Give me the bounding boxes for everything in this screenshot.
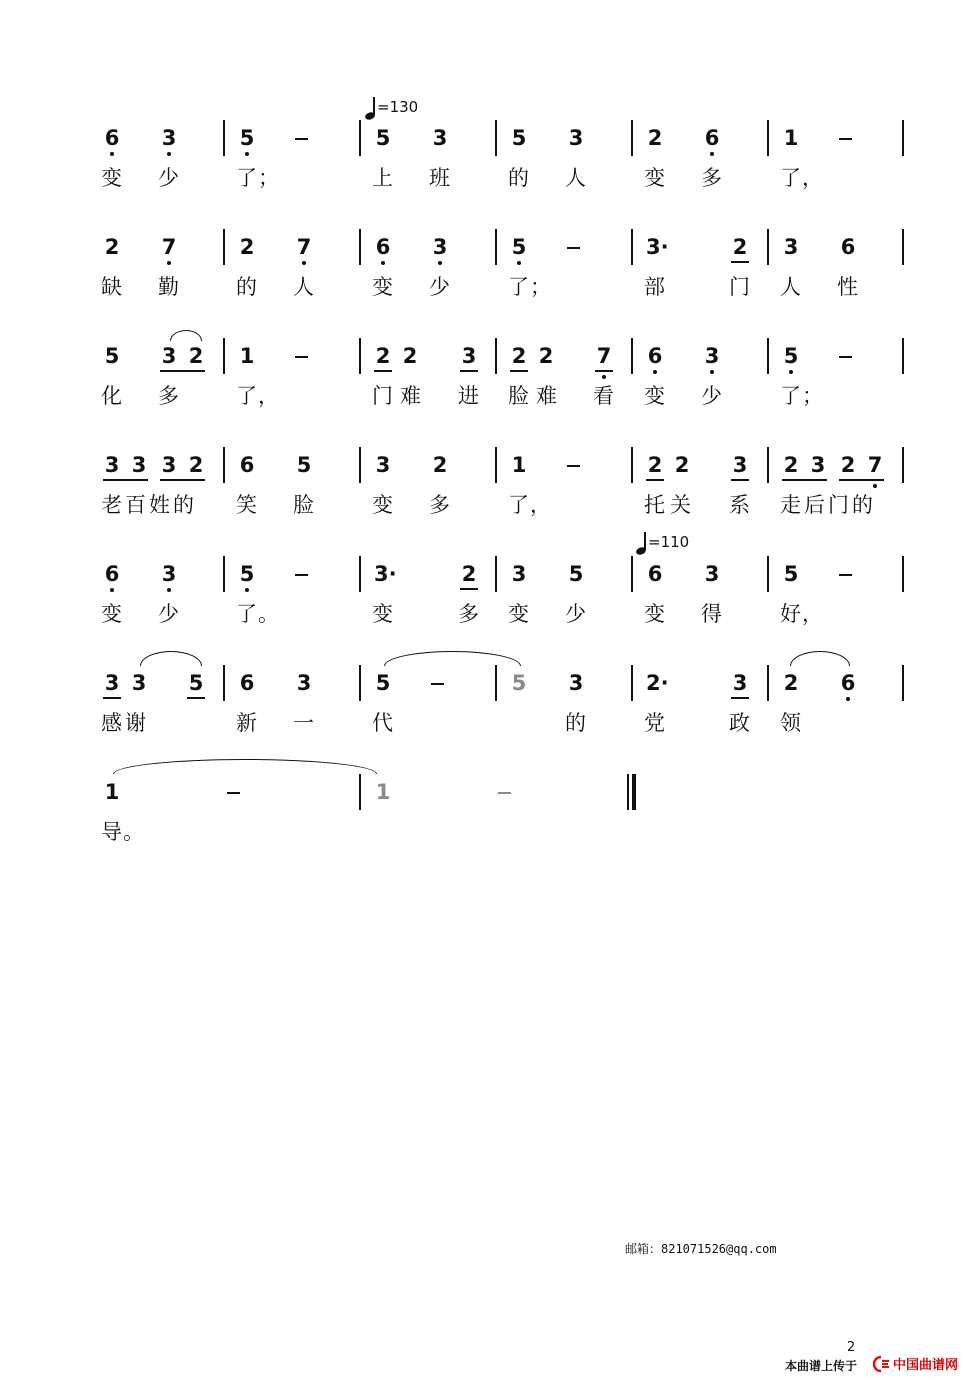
lyric: 变 bbox=[644, 384, 666, 408]
note: 2 bbox=[188, 344, 204, 368]
barline bbox=[902, 447, 904, 483]
barline bbox=[495, 447, 497, 483]
note: 3 bbox=[810, 453, 826, 477]
lyric: 缺 bbox=[101, 275, 123, 299]
note: 7 bbox=[296, 235, 312, 259]
note: 5 bbox=[783, 344, 799, 368]
barline bbox=[495, 120, 497, 156]
barline bbox=[767, 338, 769, 374]
low-octave-dot bbox=[517, 261, 521, 265]
barline bbox=[495, 229, 497, 265]
note: 6 bbox=[840, 671, 856, 695]
note: 2 bbox=[511, 344, 527, 368]
low-octave-dot bbox=[245, 152, 249, 156]
quarter-note-icon bbox=[635, 530, 649, 556]
lyric: 班 bbox=[429, 166, 451, 190]
note: 3 bbox=[461, 344, 477, 368]
barline bbox=[223, 229, 225, 265]
note: 6 bbox=[104, 126, 120, 150]
note: 3· bbox=[374, 562, 397, 586]
lyric: 少 bbox=[158, 602, 180, 626]
lyric: 勤 bbox=[158, 275, 180, 299]
extension-dash bbox=[295, 356, 308, 358]
lyric: 了； bbox=[508, 275, 552, 299]
lyric: 好， bbox=[780, 602, 824, 626]
note: 5 bbox=[783, 562, 799, 586]
note: 3 bbox=[104, 671, 120, 695]
lyric: 人 bbox=[565, 166, 587, 190]
extension-dash bbox=[839, 138, 852, 140]
note: 5 bbox=[239, 562, 255, 586]
barline bbox=[767, 447, 769, 483]
barline bbox=[223, 665, 225, 701]
lyric: 性 bbox=[837, 275, 859, 299]
barline bbox=[902, 338, 904, 374]
lyric: 变 bbox=[644, 602, 666, 626]
lyric: 脸 bbox=[508, 384, 530, 408]
lyric: 了； bbox=[236, 166, 280, 190]
barline bbox=[495, 665, 497, 701]
site-logo bbox=[872, 1355, 966, 1377]
note: 2 bbox=[375, 344, 391, 368]
lyric: 得 bbox=[701, 602, 723, 626]
note: 2 bbox=[239, 235, 255, 259]
lyric: 多 bbox=[701, 166, 723, 190]
eighth-underline bbox=[731, 261, 749, 263]
site-logo-text: 中国曲谱网 bbox=[893, 1358, 959, 1373]
lyric: 领 bbox=[780, 711, 802, 735]
eighth-underline bbox=[103, 697, 121, 699]
note: 3 bbox=[704, 562, 720, 586]
lyric: 了； bbox=[780, 384, 824, 408]
note: 2 bbox=[840, 453, 856, 477]
note: 5 bbox=[188, 671, 204, 695]
lyric: 化 bbox=[101, 384, 123, 408]
note: 2 bbox=[783, 671, 799, 695]
note: 1 bbox=[511, 453, 527, 477]
eighth-underline bbox=[595, 370, 613, 372]
note: 6 bbox=[375, 235, 391, 259]
lyric: 少 bbox=[565, 602, 587, 626]
note: 3 bbox=[161, 126, 177, 150]
note: 2 bbox=[732, 235, 748, 259]
barline bbox=[359, 665, 361, 701]
note: 3 bbox=[104, 453, 120, 477]
eighth-underline bbox=[187, 697, 205, 699]
lyric: 代 bbox=[372, 711, 394, 735]
lyric: 上 bbox=[372, 166, 394, 190]
extension-dash bbox=[567, 247, 580, 249]
eighth-underline bbox=[646, 479, 664, 481]
site-logo-icon bbox=[872, 1355, 966, 1373]
barline bbox=[359, 556, 361, 592]
low-octave-dot bbox=[873, 484, 877, 488]
note: 6 bbox=[104, 562, 120, 586]
note: 7 bbox=[867, 453, 883, 477]
note: 7 bbox=[161, 235, 177, 259]
note: 1 bbox=[239, 344, 255, 368]
barline bbox=[359, 120, 361, 156]
note: 2 bbox=[104, 235, 120, 259]
quarter-note-icon bbox=[364, 95, 378, 121]
note: 3 bbox=[375, 453, 391, 477]
note: 2 bbox=[538, 344, 554, 368]
extension-dash bbox=[227, 792, 240, 794]
low-octave-dot bbox=[710, 370, 714, 374]
note: 3 bbox=[511, 562, 527, 586]
barline bbox=[223, 447, 225, 483]
note-tied-grey: 1 bbox=[375, 780, 391, 804]
barline bbox=[631, 338, 633, 374]
lyric: 的 bbox=[508, 166, 530, 190]
tempo-marking-130: =130 bbox=[377, 98, 419, 116]
lyric: 变 bbox=[101, 602, 123, 626]
upload-label: 本曲谱上传于 bbox=[785, 1359, 858, 1373]
note: 3 bbox=[732, 453, 748, 477]
note: 2 bbox=[647, 126, 663, 150]
low-octave-dot bbox=[167, 588, 171, 592]
lyric: 变 bbox=[644, 166, 666, 190]
low-octave-dot bbox=[110, 152, 114, 156]
slur bbox=[140, 651, 202, 666]
low-octave-dot bbox=[653, 370, 657, 374]
slur bbox=[170, 330, 202, 341]
barline bbox=[359, 229, 361, 265]
note: 1 bbox=[104, 780, 120, 804]
note: 3 bbox=[568, 126, 584, 150]
barline bbox=[631, 447, 633, 483]
barline bbox=[902, 556, 904, 592]
lyric: 难 bbox=[400, 384, 422, 408]
extension-dash bbox=[839, 356, 852, 358]
lyric: 一 bbox=[293, 711, 315, 735]
note: 1 bbox=[783, 126, 799, 150]
barline bbox=[223, 556, 225, 592]
low-octave-dot bbox=[789, 370, 793, 374]
note: 3 bbox=[568, 671, 584, 695]
barline bbox=[902, 665, 904, 701]
extension-dash bbox=[431, 683, 444, 685]
extension-dash bbox=[295, 574, 308, 576]
lyric: 了， bbox=[508, 493, 552, 517]
note: 6 bbox=[239, 671, 255, 695]
extension-dash bbox=[295, 138, 308, 140]
slur bbox=[790, 651, 850, 666]
lyric: 变 bbox=[508, 602, 530, 626]
lyric: 难 bbox=[536, 384, 558, 408]
barline bbox=[359, 447, 361, 483]
note: 6 bbox=[647, 562, 663, 586]
lyric: 少 bbox=[158, 166, 180, 190]
lyric: 走后门的 bbox=[780, 493, 876, 517]
note-tied-grey: 5 bbox=[511, 671, 527, 695]
eighth-underline bbox=[510, 370, 528, 372]
low-octave-dot bbox=[846, 697, 850, 701]
low-octave-dot bbox=[245, 588, 249, 592]
low-octave-dot bbox=[110, 588, 114, 592]
eighth-underline bbox=[731, 479, 749, 481]
page-number: 2 bbox=[847, 1340, 856, 1355]
low-octave-dot bbox=[167, 152, 171, 156]
note: 5 bbox=[511, 126, 527, 150]
note: 2 bbox=[674, 453, 690, 477]
barline bbox=[495, 338, 497, 374]
note: 3 bbox=[161, 562, 177, 586]
note: 5 bbox=[104, 344, 120, 368]
barline bbox=[767, 556, 769, 592]
final-barline-thick bbox=[632, 774, 636, 810]
eighth-underline bbox=[460, 370, 478, 372]
note: 2 bbox=[402, 344, 418, 368]
lyric: 多 bbox=[158, 384, 180, 408]
low-octave-dot bbox=[302, 261, 306, 265]
lyric: 部 bbox=[644, 275, 666, 299]
low-octave-dot bbox=[167, 261, 171, 265]
lyric: 政 bbox=[729, 711, 751, 735]
email-contact: 邮箱：821071526@qq.com bbox=[625, 1242, 777, 1256]
note: 2 bbox=[461, 562, 477, 586]
tie bbox=[384, 651, 521, 666]
note: 5 bbox=[511, 235, 527, 259]
note: 2 bbox=[783, 453, 799, 477]
note: 6 bbox=[647, 344, 663, 368]
note: 7 bbox=[596, 344, 612, 368]
note: 5 bbox=[568, 562, 584, 586]
barline bbox=[631, 229, 633, 265]
barline bbox=[631, 556, 633, 592]
note: 3 bbox=[161, 344, 177, 368]
note: 2 bbox=[188, 453, 204, 477]
barline bbox=[495, 556, 497, 592]
note: 3 bbox=[131, 453, 147, 477]
note: 3 bbox=[732, 671, 748, 695]
note: 2 bbox=[432, 453, 448, 477]
note: 5 bbox=[239, 126, 255, 150]
note: 6 bbox=[840, 235, 856, 259]
note: 3 bbox=[432, 235, 448, 259]
lyric: 变 bbox=[372, 493, 394, 517]
eighth-underline bbox=[160, 370, 205, 372]
eighth-underline bbox=[103, 479, 148, 481]
lyric: 变 bbox=[372, 602, 394, 626]
note: 5 bbox=[375, 126, 391, 150]
tie bbox=[113, 759, 377, 774]
note: 2· bbox=[646, 671, 669, 695]
note: 6 bbox=[704, 126, 720, 150]
lyric: 少 bbox=[701, 384, 723, 408]
lyric: 新 bbox=[236, 711, 258, 735]
barline bbox=[902, 120, 904, 156]
lyric: 了， bbox=[236, 384, 280, 408]
low-octave-dot bbox=[381, 261, 385, 265]
lyric: 脸 bbox=[293, 493, 315, 517]
barline bbox=[767, 665, 769, 701]
lyric: 人 bbox=[293, 275, 315, 299]
lyric: 导。 bbox=[101, 820, 145, 844]
note: 3 bbox=[161, 453, 177, 477]
lyric: 了， bbox=[780, 166, 824, 190]
lyric: 进 bbox=[458, 384, 480, 408]
note: 5 bbox=[375, 671, 391, 695]
extension-dash bbox=[839, 574, 852, 576]
lyric: 的 bbox=[236, 275, 258, 299]
barline bbox=[223, 338, 225, 374]
barline bbox=[359, 774, 361, 810]
note: 3· bbox=[646, 235, 669, 259]
note: 6 bbox=[239, 453, 255, 477]
lyric: 了。 bbox=[236, 602, 280, 626]
lyric: 门 bbox=[729, 275, 751, 299]
low-octave-dot bbox=[602, 375, 606, 379]
lyric: 变 bbox=[101, 166, 123, 190]
note: 3 bbox=[432, 126, 448, 150]
note: 3 bbox=[131, 671, 147, 695]
lyric: 看 bbox=[593, 384, 615, 408]
lyric: 门 bbox=[372, 384, 394, 408]
lyric: 的 bbox=[565, 711, 587, 735]
note: 2 bbox=[647, 453, 663, 477]
extension-dash bbox=[567, 465, 580, 467]
note: 3 bbox=[296, 671, 312, 695]
note: 3 bbox=[704, 344, 720, 368]
final-barline-thin bbox=[627, 774, 629, 810]
lyric: 多 bbox=[429, 493, 451, 517]
eighth-underline bbox=[839, 479, 884, 481]
lyric: 变 bbox=[372, 275, 394, 299]
eighth-underline bbox=[374, 370, 392, 372]
note: 5 bbox=[296, 453, 312, 477]
tempo-marking-110: =110 bbox=[648, 533, 690, 551]
lyric: 党 bbox=[644, 711, 666, 735]
barline bbox=[631, 665, 633, 701]
lyric: 感谢 bbox=[101, 711, 149, 735]
barline bbox=[767, 120, 769, 156]
note: 3 bbox=[783, 235, 799, 259]
eighth-underline bbox=[731, 697, 749, 699]
lyric: 多 bbox=[458, 602, 480, 626]
eighth-underline bbox=[460, 588, 478, 590]
barline bbox=[767, 229, 769, 265]
eighth-underline bbox=[782, 479, 827, 481]
barline bbox=[359, 338, 361, 374]
lyric: 老百姓的 bbox=[101, 493, 197, 517]
barline bbox=[902, 229, 904, 265]
barline bbox=[631, 120, 633, 156]
lyric: 托关 bbox=[644, 493, 696, 517]
lyric: 系 bbox=[729, 493, 751, 517]
low-octave-dot bbox=[438, 261, 442, 265]
extension-dash bbox=[498, 792, 511, 794]
barline bbox=[223, 120, 225, 156]
eighth-underline bbox=[160, 479, 205, 481]
lyric: 人 bbox=[780, 275, 802, 299]
low-octave-dot bbox=[710, 152, 714, 156]
lyric: 少 bbox=[429, 275, 451, 299]
lyric: 笑 bbox=[236, 493, 258, 517]
